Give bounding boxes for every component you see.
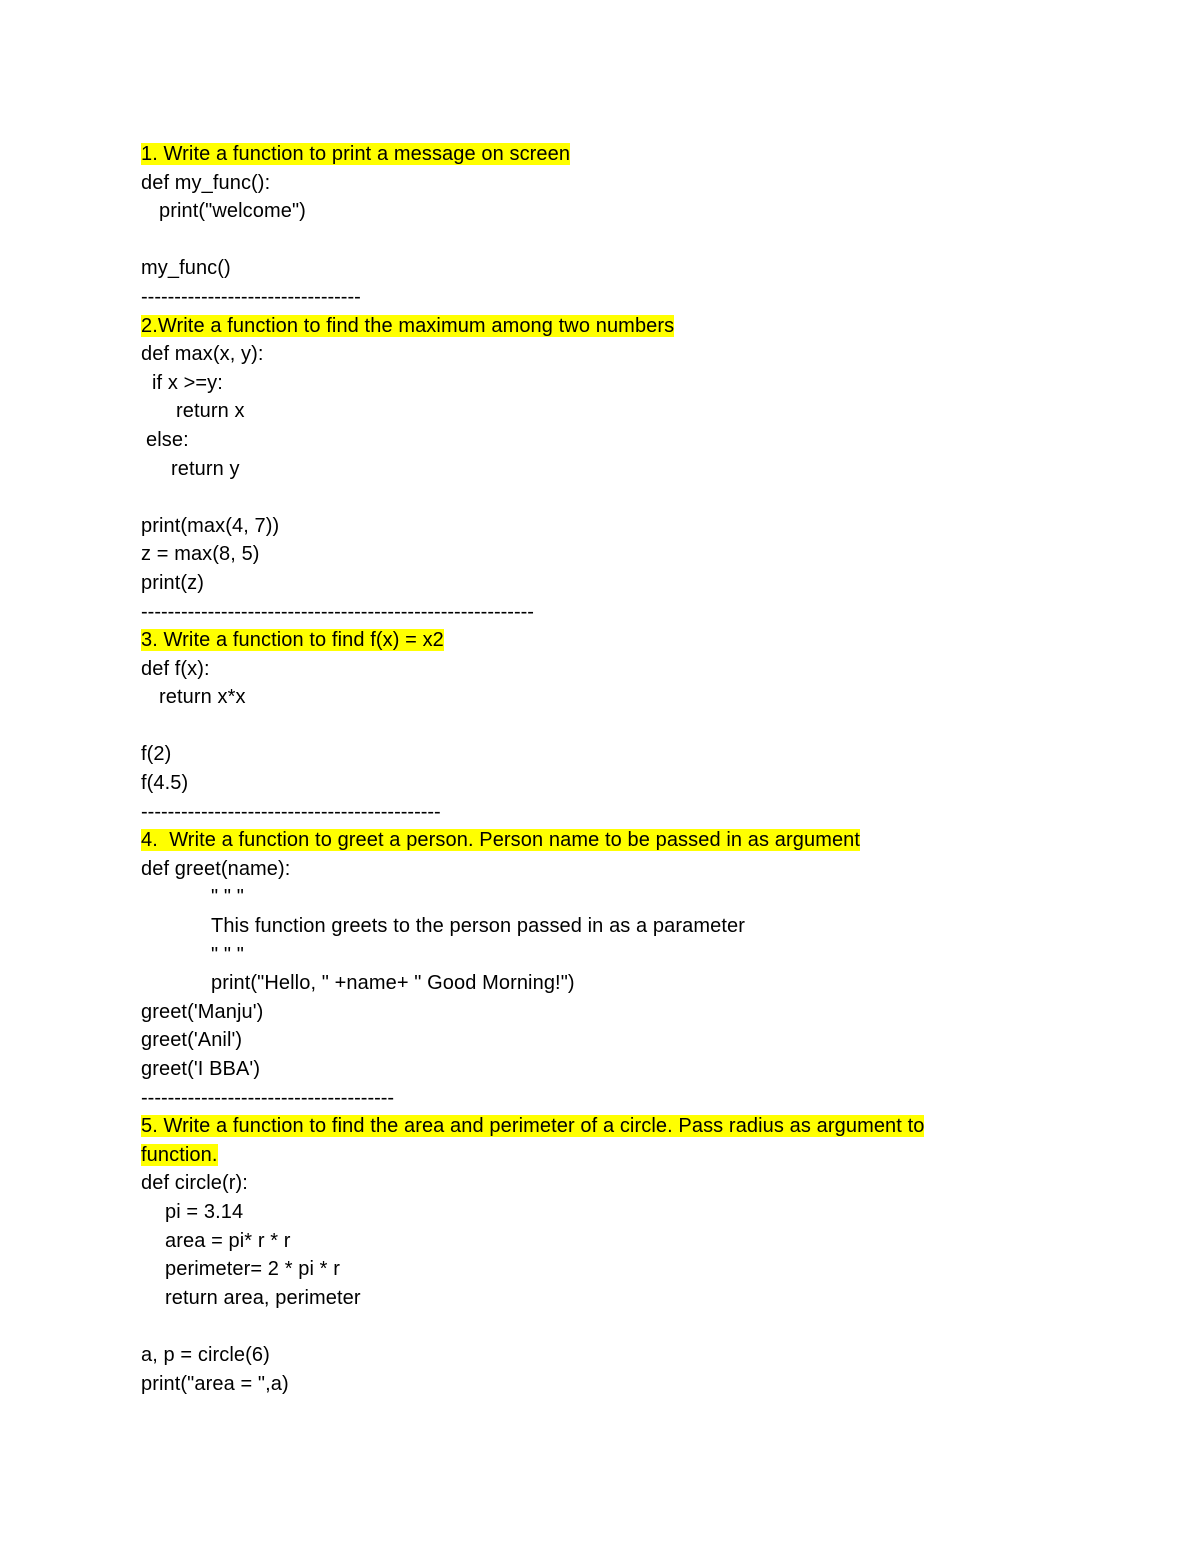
code-line: return x*x xyxy=(159,686,246,709)
code-line: " " " xyxy=(211,886,244,909)
code-line: area = pi* r * r xyxy=(165,1229,291,1252)
blank-line xyxy=(141,712,1041,741)
separator-line: ----------------------------------------------------------- xyxy=(141,600,534,623)
code-line: pi = 3.14 xyxy=(165,1200,244,1223)
code-line: print(z) xyxy=(141,571,205,594)
code-line: greet('Anil') xyxy=(141,1029,243,1052)
code-line: perimeter= 2 * pi * r xyxy=(165,1258,340,1281)
code-line: else: xyxy=(146,428,189,451)
question-1-heading xyxy=(141,140,1041,169)
question-5-heading-cont xyxy=(141,1141,1041,1170)
blank-line xyxy=(141,483,1041,512)
code-line: greet('I BBA') xyxy=(141,1058,261,1080)
separator-line: -------------------------------------- xyxy=(141,1086,395,1109)
code-line: f(2) xyxy=(141,743,172,766)
code-line: def greet(name): xyxy=(141,857,291,880)
question-3-title: 3. Write a function to find f(x) = x2 xyxy=(141,629,444,652)
code-line: return area, perimeter xyxy=(165,1286,361,1309)
code-line: print(max(4, 7)) xyxy=(141,514,280,537)
code-line: a, p = circle(6) xyxy=(141,1343,270,1366)
question-4-title: 4. Write a function to greet a person. Person name to be passed in as argument xyxy=(141,829,861,852)
question-5-title-line-1: 5. Write a function to find the area and perimeter of a circle. Pass radius as argument to xyxy=(141,1115,925,1138)
question-5-heading xyxy=(141,1112,1041,1141)
code-line: z = max(8, 5) xyxy=(141,543,260,566)
question-5-title-line-2: function. xyxy=(141,1143,218,1166)
question-2-heading xyxy=(141,312,1041,341)
blank-line xyxy=(141,1312,1041,1341)
code-line: def my_func(): xyxy=(141,171,271,194)
code-line: print("area = ",a) xyxy=(141,1372,289,1395)
code-line: print("welcome") xyxy=(159,200,306,223)
separator-line: --------------------------------- xyxy=(141,285,361,308)
question-2-title: 2.Write a function to find the maximum among two numbers xyxy=(141,314,675,337)
question-4-heading xyxy=(141,826,1041,855)
code-line: def circle(r): xyxy=(141,1172,248,1195)
question-3-heading xyxy=(141,626,1041,655)
code-line: my_func() xyxy=(141,257,231,280)
separator-line: --------------------------------------------- xyxy=(141,800,441,823)
question-1-title: 1. Write a function to print a message on screen xyxy=(141,143,571,165)
code-line: greet('Manju') xyxy=(141,1000,264,1023)
code-line: f(4.5) xyxy=(141,772,189,795)
code-line: def max(x, y): xyxy=(141,343,264,366)
code-line: return y xyxy=(171,457,240,480)
code-line: This function greets to the person passed in as a parameter xyxy=(211,915,745,938)
code-line: print("Hello, " +name+ " Good Morning!") xyxy=(211,972,575,995)
code-line: if x >=y: xyxy=(152,371,223,394)
blank-line xyxy=(141,226,1041,255)
code-line: " " " xyxy=(211,943,244,966)
code-line: return x xyxy=(176,400,245,423)
code-line: def f(x): xyxy=(141,657,210,680)
document-body xyxy=(141,140,1041,1398)
